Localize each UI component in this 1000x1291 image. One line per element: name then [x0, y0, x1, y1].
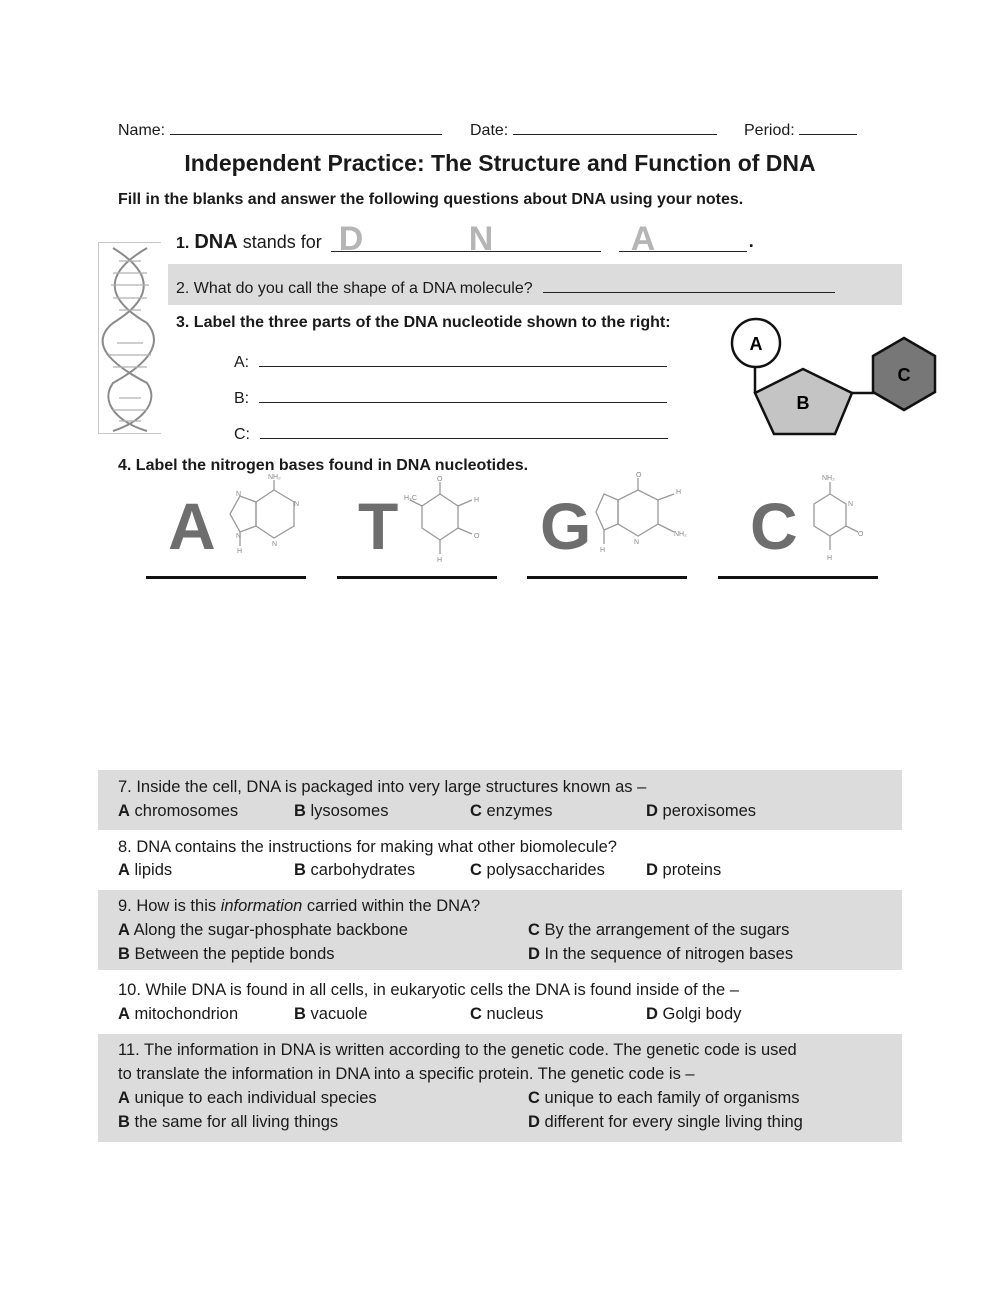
q1-hint-a: A — [630, 220, 656, 258]
base-letter-t: T — [358, 489, 399, 563]
q9-text — [118, 897, 480, 916]
q9-option-a[interactable] — [118, 921, 408, 940]
option-letter: D — [528, 945, 540, 963]
dna-helix-image — [98, 242, 161, 434]
q9-text-post: carried within the DNA? — [302, 897, 481, 915]
option-text: nucleus — [486, 1005, 544, 1023]
q2-blank[interactable] — [543, 276, 835, 293]
q10-option-a[interactable] — [118, 1005, 238, 1024]
q8-option-d[interactable] — [646, 861, 721, 880]
period-blank[interactable] — [799, 118, 857, 135]
instructions: Fill in the blanks and answer the following questions about DNA using your notes. — [118, 191, 744, 208]
svg-text:H: H — [474, 497, 480, 504]
option-text: lipids — [134, 861, 173, 879]
option-letter: B — [294, 1005, 306, 1023]
cytosine-structure-icon — [800, 472, 870, 564]
q3-label-b: B: — [234, 390, 250, 407]
q11-text-line1: 11. The information in DNA is written according to the genetic code. The genetic code is used — [118, 1041, 797, 1059]
base-blank-4[interactable] — [718, 576, 878, 579]
q9-option-b[interactable] — [118, 945, 335, 964]
svg-text:N: N — [848, 501, 854, 508]
option-letter: A — [118, 1005, 130, 1023]
svg-text:H₃C: H₃C — [404, 495, 417, 502]
q1-period: . — [748, 231, 754, 251]
base-letter-g: G — [540, 489, 592, 563]
option-letter: A — [118, 861, 130, 879]
question-1 — [176, 220, 767, 258]
q7-option-c[interactable] — [470, 802, 553, 821]
guanine-structure-icon — [588, 470, 698, 556]
option-letter: C — [528, 1089, 540, 1107]
svg-text:N: N — [272, 541, 278, 548]
question-4: 4. Label the nitrogen bases found in DNA nucleotides. — [118, 457, 529, 474]
name-field[interactable] — [118, 118, 442, 140]
option-text: proteins — [662, 861, 722, 879]
option-letter: A — [118, 802, 130, 820]
q1-hint-d: D — [338, 220, 364, 258]
svg-text:H: H — [437, 557, 443, 564]
q9-text-pre: 9. How is this — [118, 897, 221, 915]
svg-text:N: N — [236, 533, 242, 540]
q7-option-a[interactable] — [118, 802, 238, 821]
svg-text:O: O — [636, 472, 642, 479]
q3-row-c — [234, 422, 668, 444]
q9-text-italic: information — [220, 897, 303, 915]
q11-text-line2: to translate the information in DNA into a specific protein. The genetic code is – — [118, 1065, 695, 1083]
adenine-structure-icon — [222, 474, 310, 554]
q1-bold-word: DNA — [194, 231, 238, 253]
option-text: peroxisomes — [662, 802, 757, 820]
q1-blank-1[interactable] — [331, 235, 601, 252]
svg-text:NH₂: NH₂ — [268, 474, 281, 481]
option-text: By the arrangement of the sugars — [544, 921, 790, 939]
option-text: polysaccharides — [486, 861, 605, 879]
q10-text: 10. While DNA is found in all cells, in eukaryotic cells the DNA is found inside of the – — [118, 981, 739, 999]
q10-option-b[interactable] — [294, 1005, 367, 1024]
option-letter: B — [294, 802, 306, 820]
page-title: Independent Practice: The Structure and Function of DNA — [184, 150, 816, 176]
option-text: carbohydrates — [310, 861, 416, 879]
option-letter: D — [646, 861, 658, 879]
q8-option-b[interactable] — [294, 861, 415, 880]
dna-helix-icon — [99, 243, 161, 433]
option-letter: D — [528, 1113, 540, 1131]
option-letter: A — [118, 921, 130, 939]
base-blank-3[interactable] — [527, 576, 687, 579]
q9-option-d[interactable] — [528, 945, 793, 964]
q8-option-a[interactable] — [118, 861, 172, 880]
option-letter: C — [470, 861, 482, 879]
diagram-label-b: B — [796, 393, 810, 413]
option-text: Along the sugar-phosphate backbone — [133, 921, 408, 939]
q3-blank-a[interactable] — [259, 350, 667, 367]
q10-option-c[interactable] — [470, 1005, 543, 1024]
q11-option-d[interactable] — [528, 1113, 803, 1132]
option-text: Between the peptide bonds — [134, 945, 335, 963]
q3-label-c: C: — [234, 426, 250, 443]
option-text: chromosomes — [134, 802, 239, 820]
q11-option-a[interactable] — [118, 1089, 377, 1108]
option-letter: C — [528, 921, 540, 939]
option-letter: B — [294, 861, 306, 879]
svg-text:H: H — [676, 489, 682, 496]
base-blank-2[interactable] — [337, 576, 497, 579]
q3-blank-c[interactable] — [260, 422, 668, 439]
option-letter: D — [646, 1005, 658, 1023]
q1-text: stands for — [242, 232, 322, 252]
base-blank-1[interactable] — [146, 576, 306, 579]
q7-option-d[interactable] — [646, 802, 756, 821]
name-label: Name: — [118, 122, 166, 139]
q3-row-a — [234, 350, 667, 372]
diagram-label-a: A — [749, 334, 763, 354]
svg-text:O: O — [437, 476, 443, 483]
option-text: lysosomes — [310, 802, 389, 820]
option-letter: A — [118, 1089, 130, 1107]
svg-text:N: N — [294, 501, 300, 508]
option-text: different for every single living thing — [544, 1113, 803, 1131]
nucleotide-diagram — [720, 310, 950, 450]
q9-option-c[interactable] — [528, 921, 789, 940]
q11-option-c[interactable] — [528, 1089, 799, 1108]
option-text: the same for all living things — [134, 1113, 339, 1131]
q7-option-b[interactable] — [294, 802, 388, 821]
option-text: enzymes — [486, 802, 553, 820]
q3-blank-b[interactable] — [259, 386, 667, 403]
option-text: vacuole — [310, 1005, 368, 1023]
option-text: unique to each family of organisms — [544, 1089, 800, 1107]
question-2 — [176, 276, 835, 298]
period-field[interactable] — [744, 118, 857, 140]
option-letter: D — [646, 802, 658, 820]
diagram-label-c: C — [897, 365, 911, 385]
date-blank[interactable] — [513, 118, 717, 135]
svg-text:H: H — [237, 548, 243, 554]
q7-text: 7. Inside the cell, DNA is packaged into very large structures known as – — [118, 778, 647, 796]
date-label: Date: — [470, 122, 509, 139]
base-letter-a: A — [168, 489, 216, 563]
option-letter: B — [118, 945, 130, 963]
date-field[interactable] — [470, 118, 717, 140]
q11-option-b[interactable] — [118, 1113, 338, 1132]
option-letter: C — [470, 1005, 482, 1023]
svg-text:H: H — [827, 555, 833, 562]
svg-text:NH₂: NH₂ — [674, 531, 687, 538]
svg-text:N: N — [634, 539, 640, 546]
q1-number: 1. — [176, 235, 190, 252]
q8-text: 8. DNA contains the instructions for making what other biomolecule? — [118, 838, 617, 856]
question-3: 3. Label the three parts of the DNA nucleotide shown to the right: — [176, 314, 671, 331]
svg-text:N: N — [236, 491, 242, 498]
q1-hint-n: N — [468, 220, 494, 258]
base-letter-c: C — [750, 489, 798, 563]
option-letter: B — [118, 1113, 130, 1131]
svg-text:O: O — [858, 531, 864, 538]
option-text: Golgi body — [662, 1005, 742, 1023]
option-text: In the sequence of nitrogen bases — [544, 945, 794, 963]
svg-text:O: O — [474, 533, 480, 540]
svg-text:NH₂: NH₂ — [822, 475, 835, 482]
q2-text: 2. What do you call the shape of a DNA molecule? — [176, 280, 533, 297]
option-text: unique to each individual species — [134, 1089, 377, 1107]
q10-option-d[interactable] — [646, 1005, 741, 1024]
svg-text:H: H — [600, 547, 606, 554]
name-blank[interactable] — [170, 118, 442, 135]
option-letter: C — [470, 802, 482, 820]
thymine-structure-icon — [404, 476, 494, 566]
option-text: mitochondrion — [134, 1005, 239, 1023]
period-label: Period: — [744, 122, 795, 139]
q3-row-b — [234, 386, 667, 408]
q3-label-a: A: — [234, 354, 250, 371]
q8-option-c[interactable] — [470, 861, 605, 880]
